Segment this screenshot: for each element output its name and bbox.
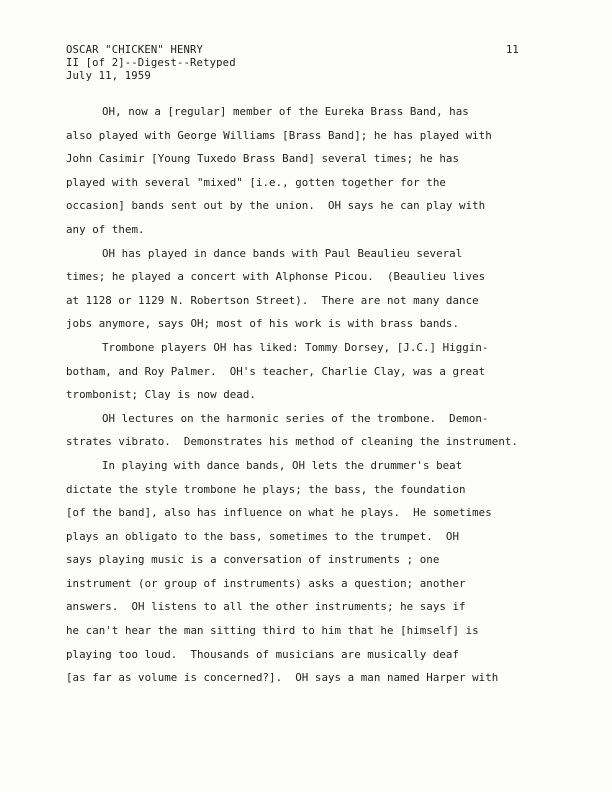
text-line: played with several "mixed" [i.e., gotten together for the xyxy=(66,175,446,189)
text-line: [of the band], also has influence on what he plays. He sometimes xyxy=(66,506,492,520)
header-part: II [of 2]--Digest--Retyped xyxy=(66,57,236,69)
text-line: plays an obligato to the bass, sometimes to the trumpet. OH xyxy=(66,529,460,543)
header-name: OSCAR "CHICKEN" HENRY xyxy=(66,44,204,56)
text-line: dictate the style trombone he plays; the bass, the foundation xyxy=(66,482,466,496)
text-line: says playing music is a conversation of instruments ; one xyxy=(66,553,440,567)
text-line: In playing with dance bands, OH lets the drummer's beat xyxy=(102,458,463,472)
text-line: at 1128 or 1129 N. Robertson Street). There are not many dance xyxy=(66,293,479,307)
text-line: any of them. xyxy=(66,222,145,236)
text-line: OH, now a [regular] member of the Eureka Brass Band, has xyxy=(102,105,469,118)
document-header xyxy=(66,44,236,83)
text-line: botham, and Roy Palmer. OH's teacher, Charlie Clay, was a great xyxy=(66,364,486,378)
text-line: times; he played a concert with Alphonse Picou. (Beaulieu lives xyxy=(66,270,486,284)
text-line: strates vibrato. Demonstrates his method of cleaning the instrument. xyxy=(66,435,518,449)
text-line: OH lectures on the harmonic series of the trombone. Demon- xyxy=(102,411,489,425)
text-line: [as far as volume is concerned?]. OH says a man named Harper with xyxy=(66,671,499,685)
text-line: instrument (or group of instruments) asks a question; another xyxy=(66,576,466,590)
text-line: John Casimir [Young Tuxedo Brass Band] several times; he has xyxy=(66,152,460,166)
text-line: also played with George Williams [Brass Band]; he has played with xyxy=(66,128,492,142)
text-line: jobs anymore, says OH; most of his work is with brass bands. xyxy=(66,317,460,331)
text-line: trombonist; Clay is now dead. xyxy=(66,388,256,402)
text-line: OH has played in dance bands with Paul Beaulieu several xyxy=(102,246,463,260)
text-line: Trombone players OH has liked: Tommy Dorsey, [J.C.] Higgin- xyxy=(102,340,489,354)
text-line: he can't hear the man sitting third to him that he [himself] is xyxy=(66,624,479,638)
header-date: July 11, 1959 xyxy=(66,70,151,82)
text-line: playing too loud. Thousands of musicians are musically deaf xyxy=(66,647,460,661)
text-line: answers. OH listens to all the other instruments; he says if xyxy=(66,600,466,614)
text-line: occasion] bands sent out by the union. OH says he can play with xyxy=(66,199,486,213)
digest-body xyxy=(66,100,566,690)
page-number: 11 xyxy=(506,44,519,56)
